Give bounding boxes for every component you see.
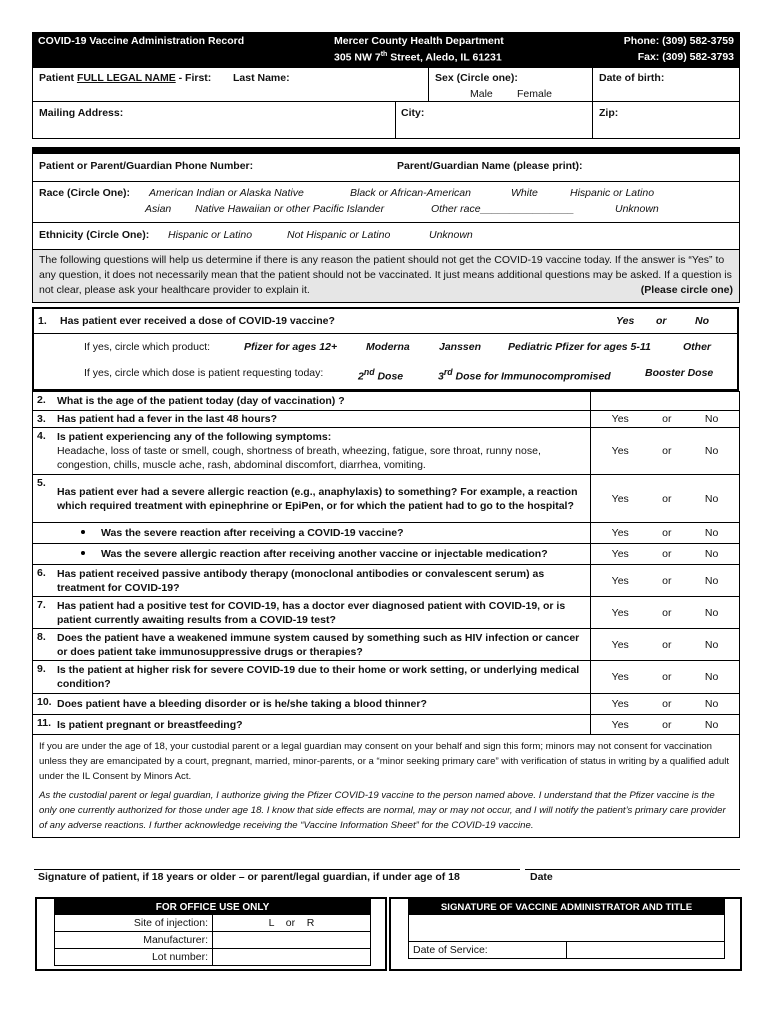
answer-cell — [591, 565, 740, 597]
site-label: Site of injection: — [55, 915, 213, 932]
label-part: Patient — [39, 72, 77, 84]
race-label: Race (Circle One): — [39, 187, 131, 199]
dose-part: Dose — [374, 370, 404, 383]
office-use-table — [54, 899, 371, 966]
city-field[interactable]: City: — [401, 107, 425, 119]
signature-label: Signature of patient, if 18 years or older – or parent/legal guardian, if under age of 18 — [38, 871, 460, 883]
question-row — [33, 597, 740, 629]
dose-option[interactable] — [438, 367, 611, 383]
answer-no[interactable]: No — [704, 548, 719, 560]
question-text: Has patient received passive antibody therapy (monoclonal antibodies or convalescent serum) as treatment for COVID-19? — [53, 565, 591, 597]
answer-or: or — [662, 548, 672, 560]
dose-option[interactable]: Booster Dose — [645, 367, 714, 379]
answer-or: or — [662, 718, 672, 731]
question-row — [33, 523, 740, 544]
circle-instruction: (Please circle one) — [640, 284, 733, 296]
race-option[interactable]: American Indian or Alaska Native — [149, 187, 304, 199]
answer-yes[interactable]: Yes — [611, 548, 629, 560]
consent-section — [32, 735, 740, 838]
product-option[interactable]: Pfizer for ages 12+ — [244, 341, 338, 353]
bullet-icon — [81, 530, 85, 534]
question-text: Is patient pregnant or breastfeeding? — [53, 715, 591, 735]
address-part: Street, Aledo, IL 61231 — [387, 51, 502, 64]
yes-or-no — [595, 574, 735, 588]
question-text: Does the patient have a weakened immune system caused by something such as HIV infection or cancer or does patient take immunosuppressive drugs or therapies? — [53, 629, 591, 661]
answer-yes[interactable]: Yes — [611, 606, 629, 619]
dose-part: 3 — [438, 370, 444, 383]
label-part: - First: — [175, 72, 212, 84]
mailing-address-field[interactable]: Mailing Address: — [39, 107, 124, 119]
question-number: 10. — [33, 694, 54, 715]
site-or: or — [285, 917, 296, 929]
answer-or: or — [662, 445, 672, 457]
sex-label: Sex (Circle one): — [435, 72, 518, 84]
answer-cell — [591, 523, 740, 544]
question-text-cell — [33, 544, 591, 565]
answer-cell — [591, 428, 740, 475]
question-row — [33, 661, 740, 694]
answer-no[interactable]: No — [704, 606, 719, 619]
question-text-cell — [33, 523, 591, 544]
phone-number: Phone: (309) 582-3759 — [623, 35, 734, 47]
form-header — [32, 32, 740, 68]
question-number: 3. — [33, 411, 54, 428]
date-label: Date — [530, 871, 553, 883]
answer-yes[interactable]: Yes — [611, 445, 629, 457]
yes-or-no — [595, 492, 735, 506]
site-left-option[interactable]: L — [268, 917, 275, 929]
product-label: If yes, circle which product: — [84, 341, 211, 353]
date-of-service-field[interactable] — [567, 942, 725, 959]
answer-cell — [591, 544, 740, 565]
dose-part: Dose for Immunocompromised — [452, 370, 611, 383]
office-use-box — [35, 897, 387, 971]
question-number: 8. — [33, 629, 54, 661]
question-text: Has patient had a fever in the last 48 hours? — [53, 411, 591, 428]
question-1 — [32, 307, 739, 391]
answer-no[interactable]: No — [704, 718, 719, 731]
race-option[interactable]: White — [511, 187, 538, 199]
question-number: 5. — [33, 475, 54, 523]
screening-intro — [32, 250, 740, 303]
question-text: What is the age of the patient today (day of vaccination) ? — [53, 392, 591, 411]
administrator-box — [389, 897, 742, 971]
dose-option[interactable] — [358, 367, 403, 383]
race-option[interactable]: Unknown — [615, 203, 659, 215]
question-text: Was the severe reaction after receiving a COVID-19 vaccine? — [101, 527, 404, 539]
answer-no[interactable]: No — [704, 492, 719, 505]
question-text: Has patient ever received a dose of COVID-19 vaccine? — [60, 315, 335, 327]
answer-yes[interactable]: Yes — [611, 638, 629, 651]
lot-label: Lot number: — [55, 949, 213, 966]
divider — [33, 101, 739, 102]
answer-yes[interactable]: Yes — [616, 315, 635, 327]
question-number: 1. — [38, 315, 47, 327]
spacer — [32, 139, 740, 147]
question-text-cell — [53, 428, 591, 475]
first-name-field[interactable] — [39, 72, 211, 84]
question-row — [33, 475, 740, 523]
dose-sup: nd — [363, 367, 375, 377]
yes-or-no — [595, 412, 735, 426]
answer-or: or — [662, 606, 672, 619]
ethnicity-label: Ethnicity (Circle One): — [39, 229, 150, 241]
answer-yes[interactable]: Yes — [611, 574, 629, 587]
answer-or: or — [656, 315, 667, 327]
answer-no[interactable]: No — [704, 698, 719, 710]
question-text: Was the severe allergic reaction after receiving another vaccine or injectable medication? — [101, 548, 548, 560]
answer-cell — [591, 661, 740, 694]
divider — [395, 101, 396, 138]
office-use-inner — [54, 899, 371, 969]
question-number: 7. — [33, 597, 54, 629]
signature-line[interactable] — [34, 869, 520, 870]
answer-no[interactable]: No — [704, 574, 719, 587]
screening-questions — [32, 391, 740, 735]
question-row — [33, 694, 740, 715]
yes-or-no — [595, 547, 735, 561]
fax-number: Fax: (309) 582-3793 — [637, 51, 734, 63]
intro-text: The following questions will help us determine if there is any reason the patient should not get the COVID-19 vaccine today. If the answer is “Yes” to any question, it does not necessarily mean that the patient should not be vaccinated. It just means additional questions may be asked. If a question is not clear, please ask your healthcare provider to explain it. — [39, 254, 732, 296]
guardian-name-field[interactable]: Parent/Guardian Name (please print): — [397, 160, 583, 172]
yes-or-no — [595, 526, 735, 540]
date-of-service-label: Date of Service: — [409, 942, 567, 959]
ethnicity-option[interactable]: Not Hispanic or Latino — [287, 229, 391, 241]
guardian-consent-text: As the custodial parent or legal guardian, I authorize giving the Pfizer COVID-19 vaccine to the person named above. I understand that the Pfizer vaccine is the only one currently authorized for those under age 18. I know that side effects are normal, may or may not occur, and I will notify the patient’s primary care provider of any adverse reactions. I further acknowledge receiving the “Vaccine Information Sheet” for the COVID-19 vaccine. — [39, 790, 726, 831]
answer-cell — [591, 597, 740, 629]
site-options — [213, 915, 371, 932]
last-name-field[interactable]: Last Name: — [233, 72, 290, 84]
form-title: COVID-19 Vaccine Administration Record — [38, 35, 245, 47]
product-option[interactable]: Other — [683, 341, 712, 353]
answer-or: or — [662, 492, 672, 505]
administrator-table — [408, 899, 725, 959]
address-part: 305 NW 7 — [334, 51, 381, 64]
yes-or-no — [595, 670, 735, 684]
divider — [428, 68, 429, 101]
question-row — [33, 411, 740, 428]
date-line[interactable] — [525, 869, 740, 870]
answer-or: or — [662, 671, 672, 683]
divider — [592, 68, 593, 138]
address-sup: th — [380, 51, 388, 58]
ethnicity-section — [32, 223, 740, 250]
answer-or: or — [662, 698, 672, 710]
question-text: Does patient have a bleeding disorder or is he/she taking a blood thinner? — [53, 694, 591, 715]
question-number: 9. — [33, 661, 54, 694]
question-text: Is the patient at higher risk for severe COVID-19 due to their home or work setting, or underlying medical condition? — [53, 661, 591, 694]
department-address — [334, 51, 502, 64]
answer-yes[interactable]: Yes — [611, 527, 629, 539]
product-option[interactable]: Moderna — [366, 341, 410, 353]
race-option[interactable]: Asian — [145, 203, 172, 215]
race-option[interactable]: Hispanic or Latino — [570, 187, 655, 199]
answer-cell — [591, 694, 740, 715]
site-right-option[interactable]: R — [306, 917, 315, 929]
answer-yes[interactable]: Yes — [611, 492, 629, 505]
phone-field[interactable]: Patient or Parent/Guardian Phone Number: — [39, 160, 254, 172]
answer-cell — [591, 715, 740, 735]
product-option[interactable]: Janssen — [439, 341, 482, 353]
question-number: 6. — [33, 565, 54, 597]
answer-yes[interactable]: Yes — [611, 671, 629, 683]
dose-sup: rd — [443, 367, 453, 377]
question-number: 11. — [33, 715, 54, 735]
question-row — [33, 565, 740, 597]
patient-info-section — [32, 68, 740, 139]
bullet-icon — [81, 551, 85, 555]
age-answer-cell[interactable] — [591, 392, 740, 411]
answer-no[interactable]: No — [695, 315, 709, 327]
dob-field[interactable]: Date of birth: — [599, 72, 665, 84]
divider — [34, 333, 737, 334]
answer-yes[interactable]: Yes — [611, 698, 629, 710]
answer-yes[interactable]: Yes — [611, 718, 629, 731]
product-option[interactable]: Pediatric Pfizer for ages 5-11 — [508, 341, 651, 353]
ethnicity-option[interactable]: Unknown — [429, 229, 473, 241]
answer-cell — [591, 411, 740, 428]
race-option[interactable]: Other race________________ — [431, 203, 575, 215]
race-option[interactable]: Native Hawaiian or other Pacific Islander — [195, 203, 385, 215]
yes-or-no — [595, 718, 735, 732]
question-number: 2. — [33, 392, 54, 411]
answer-no[interactable]: No — [704, 527, 719, 539]
yes-or-no — [595, 606, 735, 620]
race-section — [32, 182, 740, 223]
answer-yes[interactable]: Yes — [611, 413, 629, 425]
vaccine-form — [32, 32, 740, 838]
question-row — [33, 629, 740, 661]
office-use-title: FOR OFFICE USE ONLY — [55, 900, 371, 915]
answer-no[interactable]: No — [704, 638, 719, 651]
question-number: 4. — [33, 428, 54, 475]
minor-consent-text: If you are under the age of 18, your custodial parent or a legal guardian may consent on your behalf and sign this form; minors may not consent for vaccination unless they are emancipated by a court, pregnant, married, minor-parents, or a “minor seeking primary care” with verification of status in writing by a qualified adult under the IL Consent by Minors Act. — [39, 741, 730, 782]
question-detail: Headache, loss of taste or smell, cough, shortness of breath, wheezing, fatigue, sore throat, runny nose, congestion, chills, muscle ache, rash, abdominal discomfort, diarrhea, vomiting. — [57, 445, 541, 471]
zip-field[interactable]: Zip: — [599, 107, 619, 119]
sex-female-option[interactable]: Female — [517, 88, 553, 100]
yes-or-no — [595, 638, 735, 652]
dose-label: If yes, circle which dose is patient requesting today: — [84, 367, 324, 379]
sex-male-option[interactable]: Male — [470, 88, 493, 100]
question-text: Has patient ever had a severe allergic reaction (e.g., anaphylaxis) to something? For example, a reaction which required treatment with epinephrine or EpiPen, or for which the patient had to go to the hospital? — [53, 475, 591, 523]
answer-no[interactable]: No — [704, 671, 719, 683]
question-text: Has patient had a positive test for COVID-19, has a doctor ever diagnosed patient with COVID-19, or is patient currently awaiting results from a COVID-19 test? — [53, 597, 591, 629]
ethnicity-option[interactable]: Hispanic or Latino — [168, 229, 253, 241]
question-row — [33, 392, 740, 411]
label-part: FULL LEGAL NAME — [76, 72, 176, 84]
administrator-signature-field[interactable] — [409, 915, 725, 942]
answer-or: or — [662, 638, 672, 651]
department-name: Mercer County Health Department — [334, 35, 504, 47]
question-row — [33, 428, 740, 475]
answer-or: or — [662, 413, 672, 425]
manufacturer-label: Manufacturer: — [55, 932, 213, 949]
race-option[interactable]: Black or African-American — [350, 187, 471, 199]
answer-no[interactable]: No — [704, 445, 719, 457]
yes-or-no — [595, 697, 735, 711]
answer-cell — [591, 629, 740, 661]
administrator-inner — [408, 899, 725, 959]
question-row — [33, 715, 740, 735]
answer-no[interactable]: No — [704, 413, 719, 425]
lot-field[interactable] — [213, 949, 371, 966]
question-row — [33, 544, 740, 565]
administrator-title: SIGNATURE OF VACCINE ADMINISTRATOR AND TITLE — [409, 900, 725, 915]
contact-section — [32, 154, 740, 182]
question-text: Is patient experiencing any of the following symptoms: — [57, 431, 332, 443]
dose-part: 2 — [358, 370, 364, 383]
manufacturer-field[interactable] — [213, 932, 371, 949]
yes-or-no — [595, 444, 735, 458]
answer-cell — [591, 475, 740, 523]
answer-or: or — [662, 574, 672, 587]
separator-bar — [32, 147, 740, 154]
answer-or: or — [662, 527, 672, 539]
